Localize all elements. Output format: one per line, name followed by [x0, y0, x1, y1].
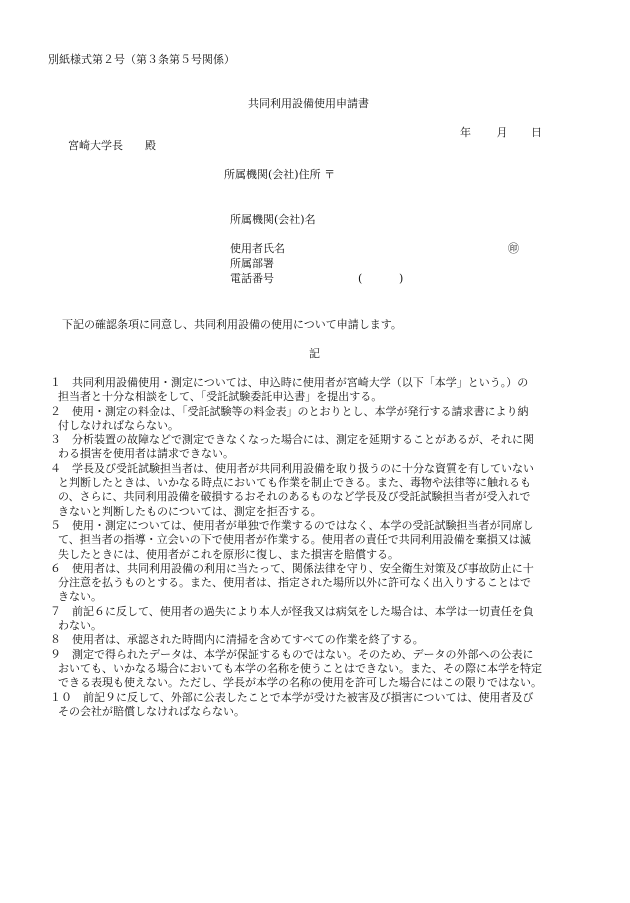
terms-item-text: きない。: [58, 590, 102, 604]
terms-item-text: 共同利用設備使用・測定については、申込時に使用者が宮崎大学（以下「本学」という。）の: [61, 376, 529, 389]
date-year-label: 年: [460, 126, 471, 139]
terms-item: [50, 519, 590, 562]
terms-item-number: １０: [50, 690, 72, 704]
terms-item-text: 失したときには、使用者がこれを原形に復し、また損害を賠償する。: [58, 547, 399, 561]
terms-item-text: わる損害を使用者は請求できない。: [58, 447, 234, 461]
terms-item-text: 使用・測定については、使用者が単独で作業するのではなく、本学の受託試験担当者が同席し: [61, 518, 534, 532]
terms-item-text: きないと判断したものについては、測定を拒否する。: [58, 504, 322, 518]
terms-item-first-line: [50, 633, 590, 647]
terms-item-first-line: [50, 605, 590, 619]
terms-item-text: 分析装置の故障などで測定できなくなった場合には、測定を延期することがあるが、それに関: [61, 433, 534, 447]
terms-item-text: と判断したときは、いかなる時点においても作業を制止できる。また、毒物や法律等に触れるも: [58, 476, 531, 490]
date-month-label: 月: [496, 126, 508, 139]
terms-item-text: 使用・測定の料金は、「受託試験等の料金表」のとおりとし、本学が発行する請求書により納: [61, 404, 529, 418]
terms-item-number: ９: [50, 647, 61, 661]
terms-item-text: その会社が賠償しなければならない。: [58, 704, 245, 718]
terms-item-line: [50, 533, 590, 547]
terms-item-line: [50, 490, 590, 504]
terms-item-text: 前記６に反して、使用者の過失により本人が怪我又は病気をした場合は、本学は一切責任を負: [61, 604, 534, 618]
seal-mark: ㊞: [508, 242, 519, 255]
terms-item-text: 担当者と十分な相談をして、「受託試験委託申込書」を提出する。: [58, 390, 383, 404]
terms-item-text: 付しなければならない。: [58, 418, 179, 432]
terms-item-line: [50, 705, 590, 719]
date-day-label: 日: [531, 126, 542, 139]
terms-item-first-line: [50, 562, 590, 576]
terms-item-first-line: [50, 519, 590, 533]
terms-item-line: [50, 576, 590, 590]
terms-item-first-line: [50, 462, 590, 476]
terms-list: [50, 376, 590, 719]
phone-paren-open: (: [358, 272, 363, 285]
terms-item-line: [50, 676, 590, 690]
terms-item-text: おいても、いかなる場合においても本学の名称を使うことはできない。また、その際に本学を特定: [58, 661, 542, 675]
terms-item-text: 学長及び受託試験担当者は、使用者が共同利用設備を取り扱うのに十分な資質を有していない: [61, 461, 534, 475]
terms-item: [50, 633, 590, 647]
form-number: 別紙様式第２号（第３条第５号関係）: [48, 53, 235, 66]
terms-item: [50, 376, 590, 405]
terms-item-line: [50, 619, 590, 633]
terms-item-first-line: [50, 376, 590, 390]
org-name-label: 所属機関(会社)名: [230, 213, 316, 226]
terms-item-text: できる表現も使えない。ただし、学長が本学の名称の使用を許可した場合にはこの限りではない。: [58, 676, 542, 690]
terms-item-line: [50, 476, 590, 490]
terms-item-text: 分注意を払うものとする。また、使用者は、指定された場所以外に許可なく出入りすることはで: [58, 576, 531, 590]
terms-item-line: [50, 390, 590, 404]
statement: 下記の確認条項に同意し、共同利用設備の使用について申請します。: [62, 318, 402, 331]
terms-item: [50, 648, 590, 691]
terms-item-text: 前記９に反して、外部に公表したことで本学が受けた被害及び損害については、使用者及び: [72, 690, 534, 704]
terms-item: [50, 433, 590, 462]
terms-item-text: わない。: [58, 619, 102, 633]
terms-item-number: ７: [50, 604, 61, 618]
terms-item-text: の、さらに、共同利用設備を破損するおそれのあるものなど学長及び受託試験担当者が受入れで: [58, 490, 531, 504]
terms-item-number: ８: [50, 633, 61, 647]
terms-item-first-line: [50, 433, 590, 447]
user-name-label: 使用者氏名: [230, 242, 285, 255]
terms-item-number: ２: [50, 404, 61, 418]
address-label: 所属機関(会社)住所 〒: [224, 168, 336, 181]
terms-item-first-line: [50, 691, 590, 705]
terms-item-line: [50, 662, 590, 676]
date-line: [460, 126, 542, 140]
terms-item-first-line: [50, 648, 590, 662]
addressee: 宮崎大学長 殿: [68, 139, 156, 152]
ki-heading: 記: [309, 347, 320, 360]
terms-item-line: [50, 548, 590, 562]
terms-item-line: [50, 447, 590, 461]
terms-item-number: ４: [50, 461, 61, 475]
terms-item: [50, 462, 590, 519]
terms-item-first-line: [50, 405, 590, 419]
terms-item-number: １: [50, 376, 61, 389]
terms-item: [50, 562, 590, 605]
terms-item-number: ５: [50, 518, 61, 532]
terms-item-text: 測定で得られたデータは、本学が保証するものではない。そのため、データの外部への公表に: [61, 647, 534, 661]
terms-item: [50, 605, 590, 634]
phone-label: 電話番号: [230, 272, 274, 285]
terms-item-text: て、担当者の指導・立会いの下で使用者が作業する。使用者の責任で共同利用設備を棄損又は滅: [58, 533, 531, 547]
terms-item-number: ３: [50, 433, 61, 447]
terms-item-line: [50, 419, 590, 433]
terms-item-number: ６: [50, 561, 61, 575]
terms-item: [50, 691, 590, 720]
terms-item: [50, 405, 590, 434]
terms-item-text: 使用者は、承認された時間内に清掃を含めてすべての作業を終了する。: [61, 633, 424, 647]
terms-item-line: [50, 505, 590, 519]
terms-item-line: [50, 590, 590, 604]
phone-paren-close: ): [399, 272, 404, 285]
page-title: 共同利用設備使用申請書: [248, 97, 369, 110]
terms-item-text: 使用者は、共同利用設備の利用に当たって、関係法律を守り、安全衛生対策及び事故防止に十: [61, 561, 534, 575]
department-label: 所属部署: [230, 257, 274, 270]
